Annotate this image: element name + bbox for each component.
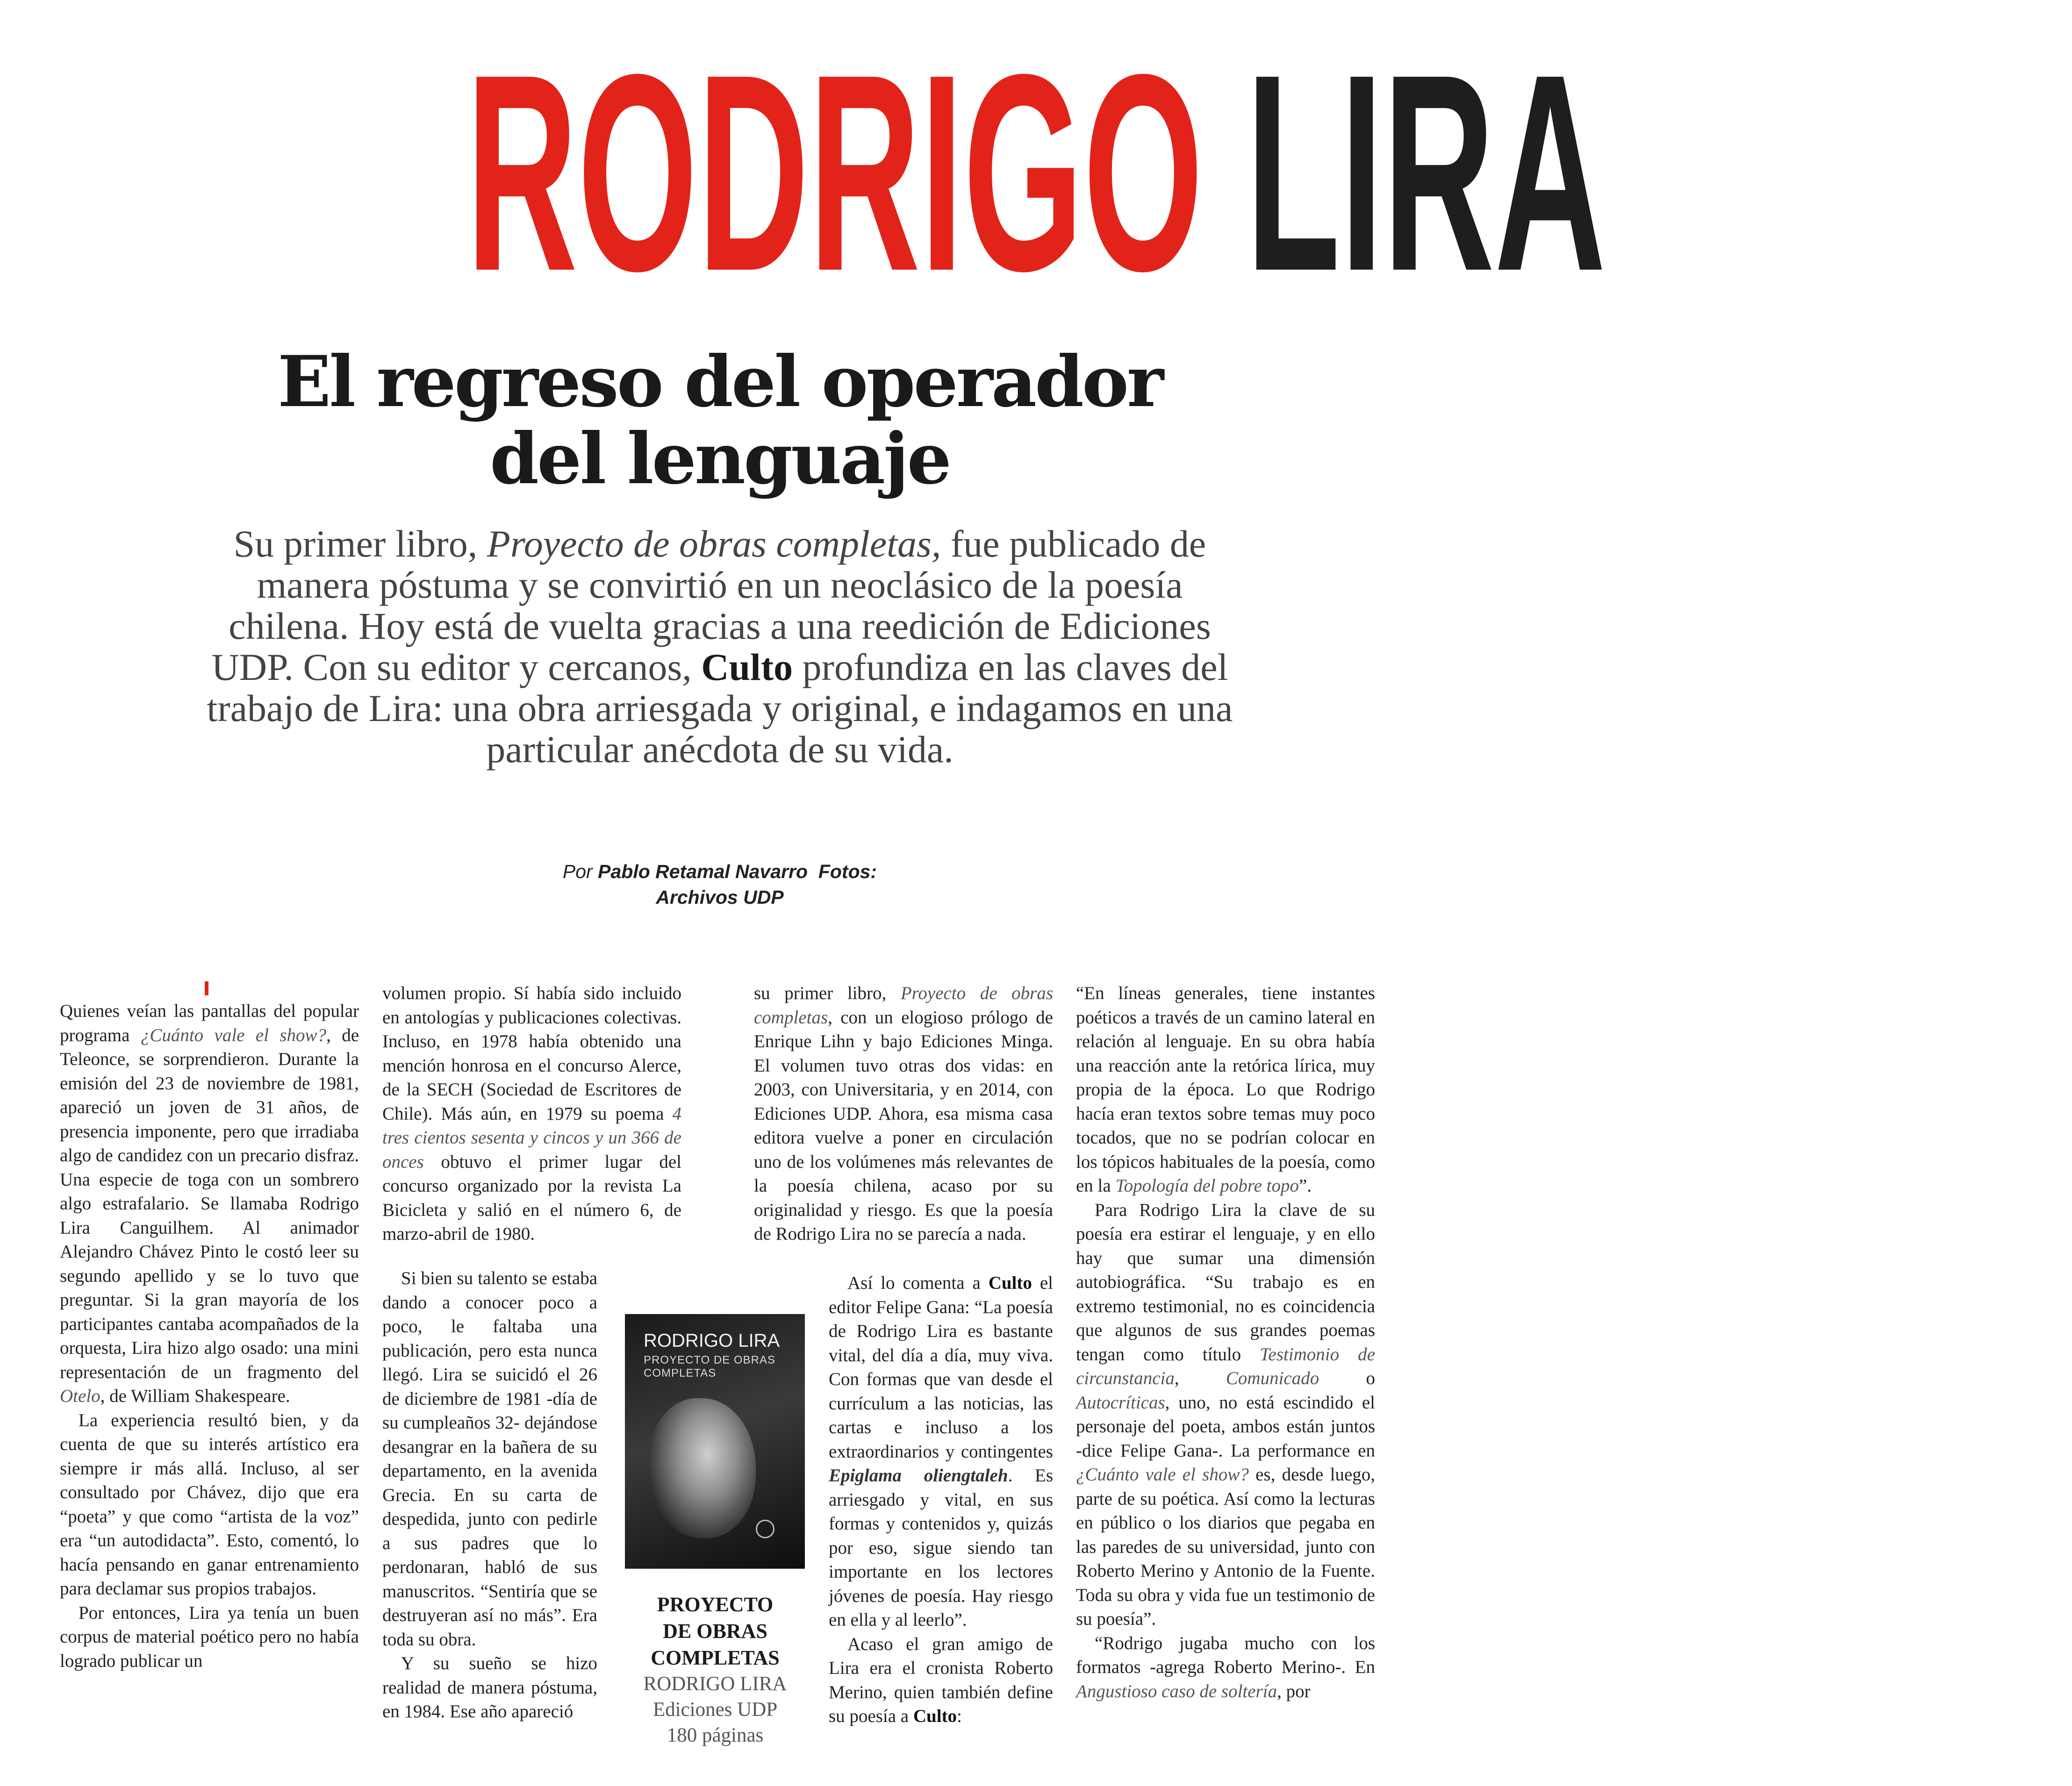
brand-name: Culto xyxy=(913,1706,957,1726)
byline-fotos-credit: Archivos UDP xyxy=(656,886,784,908)
article-column-3 xyxy=(754,981,1053,1243)
byline-fotos-label: Fotos: xyxy=(818,861,877,882)
caption-title-1: PROYECTO xyxy=(657,1593,774,1616)
caption-pages: 180 páginas xyxy=(667,1724,764,1746)
paragraph: La experiencia resultó bien, y da cuenta de que su interés artístico era siempre ir más allá. Incluso, al ser consultado por Chávez, dijo que era “poeta” y que como “artista de la voz” era “un autodidacta”. Esto, comentó, lo hacía pensando en ganar entrenamiento para declamar sus propios trabajos. xyxy=(60,1410,359,1599)
poem-title: Testimonio de circunstancia xyxy=(1076,1344,1375,1388)
article-column-3-continued xyxy=(829,1271,1053,1729)
article-column-2-continued xyxy=(382,1266,597,1724)
headline-line-1: El regreso del operador xyxy=(277,341,1162,423)
poem-title: Autocríticas xyxy=(1076,1392,1165,1413)
masthead-first-name: RODRIGO xyxy=(466,16,1204,329)
caption-title-2: DE OBRAS xyxy=(663,1620,767,1643)
paragraph: Y su sueño se hizo realidad de manera póstuma, en 1984. Ese año apareció xyxy=(382,1653,597,1722)
deck-text: profundiza en las claves del trabajo de Lira: una obra arriesgada y original, e indagamos en una particular anécdota de su vida. xyxy=(207,646,1233,771)
paragraph: volumen propio. Sí había sido incluido en antologías y publicaciones colectivas. Incluso, en 1978 había obtenido una mención honrosa en el concurso Alerce, de la SECH (Sociedad de Escritores de Chile). Más aún, en 1979 su poema 4 tres cientos sesenta y cincos y un 366 de onces obtuvo el primer lugar del concurso organizado por la revista La Bicicleta y salió en el número 6, de marzo-abril de 1980. xyxy=(382,983,681,1244)
caption-publisher: Ediciones UDP xyxy=(652,1699,778,1721)
book-caption xyxy=(603,1591,827,1748)
headline-line-2: del lenguaje xyxy=(490,418,950,500)
book-cover-image xyxy=(625,1314,805,1569)
poem-title: Angustioso caso de soltería xyxy=(1076,1681,1277,1701)
caption-title-3: COMPLETAS xyxy=(651,1646,780,1669)
show-title: ¿Cuánto vale el show? xyxy=(1076,1465,1249,1485)
author-portrait xyxy=(648,1398,756,1538)
paragraph: Quienes veían las pantallas del popular programa ¿Cuánto vale el show?, de Teleonce, se sorprendieron. Durante la emisión del 23 de noviembre de 1981, apareció un joven de 31 años, de presencia imponente, pero que irradiaba algo de candidez con un precario disfraz. Una especie de toga con un sombrero algo estrafalario. Se llamaba Rodrigo Lira Canguilhem. Al animador Alejandro Chávez Pinto le costó leer su segundo apellido y se lo tuvo que preguntar. Si la gran mayoría de los participantes cantaba acompañados de la orquesta, Lira hizo algo osado: una mini representación de un fragmento del Otelo, de William Shakespeare. xyxy=(60,1001,359,1406)
deck-text: fue publicado de manera póstuma y se convirtió en un neoclásico de la poesía chilena. Hoy está de vuelta gracias a una reedición de Ediciones UDP. Con su editor y cercanos, xyxy=(211,522,1211,688)
epiglama-title: Epiglama oliengtaleh xyxy=(829,1465,1008,1486)
byline-por: Por xyxy=(562,861,593,882)
cover-author: RODRIGO LIRA xyxy=(644,1330,780,1351)
article-column-4 xyxy=(1076,981,1375,1703)
caption-author: RODRIGO LIRA xyxy=(643,1673,787,1695)
deck-brand: Culto xyxy=(701,646,793,688)
poem-title: Comunicado xyxy=(1226,1368,1319,1388)
paragraph: Por entonces, Lira ya tenía un buen corpus de material poético pero no había logrado publicar un xyxy=(60,1602,359,1671)
paragraph: “En líneas generales, tiene instantes poéticos a través de un camino lateral en relación al lenguaje. En su obra había una reacción ante la retórica lírica, muy propia de la época. Lo que Rodrigo hacía eran textos sobre temas muy poco tocados, que no se podrían colocar en los tópicos habituales de la poesía, como en la Topología del pobre topo”. xyxy=(1076,983,1375,1196)
cover-title: PROYECTO DE OBRAS COMPLETAS xyxy=(644,1354,775,1379)
byline-author: Pablo Retamal Navarro xyxy=(598,861,808,882)
article-column-1 xyxy=(60,981,359,1673)
masthead-last-name: LIRA xyxy=(1246,16,1606,329)
deck-book-title: Proyecto de obras completas, xyxy=(487,522,941,565)
paragraph: Acaso el gran amigo de Lira era el cronista Roberto Merino, quien también define su poesía a Culto: xyxy=(829,1634,1053,1726)
publisher-logo-icon xyxy=(756,1520,774,1538)
deck-text: Su primer libro, xyxy=(233,522,487,565)
show-title: ¿Cuánto vale el show? xyxy=(140,1025,327,1045)
brand-name: Culto xyxy=(988,1273,1032,1293)
poem-title: 4 tres cientos sesenta y cincos y un 366 de onces xyxy=(382,1103,681,1172)
article-column-2 xyxy=(382,981,681,1252)
paragraph: su primer libro, Proyecto de obras completas, con un elogioso prólogo de Enrique Lihn y bajo Ediciones Minga. El volumen tuvo otras dos vidas: en 2003, con Universitaria, y en 2014, con Ediciones UDP. Ahora, esa misma casa editora vuelve a poner en circulación uno de los volúmenes más relevantes de la poesía chilena, acaso por su originalidad y riesgo. Es que la poesía de Rodrigo Lira no se parecía a nada. xyxy=(754,983,1053,1244)
poem-title: Topología del pobre topo xyxy=(1115,1176,1299,1196)
paragraph: Así lo comenta a Culto el editor Felipe Gana: “La poesía de Rodrigo Lira es bastante vital, del día a día, muy viva. Con formas que van desde el currículum a las noticias, las cartas e incluso a los extraordinarios y contingentes Epiglama oliengtaleh. Es arriesgado y vital, en sus formas y contenidos y, quizás por eso, sigue siendo tan importante en los lectores jóvenes de poesía. Hay riesgo en ella y al leerlo”. xyxy=(829,1273,1053,1630)
paragraph: Si bien su talento se estaba dando a conocer poco a poco, le faltaba una publicación, pero esta nunca llegó. Lira se suicidó el 26 de diciembre de 1981 -día de su cumpleaños 32- dejándose desangrar en la bañera de su departamento, en la avenida Grecia. En su carta de despedida, junto con pedirle a sus padres que lo perdonaran, habló de sus manuscritos. “Sentiría que se destruyeran así no más”. Era toda su obra. xyxy=(382,1268,597,1650)
paragraph: Para Rodrigo Lira la clave de su poesía era estirar el lenguaje, y en ello hay que sumar una dimensión autobiográfica. “Su trabajo es en extremo testimonial, no es coincidencia que algunos de sus grandes poemas tengan como título Testimonio de circunstancia, Comunicado o Autocríticas, uno, no está escindido el personaje del poeta, ambos están juntos -dice Felipe Gana-. La performance en ¿Cuánto vale el show? es, desde luego, parte de su poética. Así como la lecturas en público o los diarios que pegaba en las paredes de su universidad, junto con Roberto Merino y Antonio de la Fuente. Toda su obra y vida fue un testimonio de su poesía”. xyxy=(1076,1200,1376,1629)
byline xyxy=(486,859,954,910)
otelo-title: Otelo xyxy=(60,1386,100,1406)
masthead-title xyxy=(0,16,1606,329)
section-marker xyxy=(205,981,208,995)
paragraph: “Rodrigo jugaba mucho con los formatos -agrega Roberto Merino-. En Angustioso caso de soltería, por xyxy=(1076,1633,1375,1701)
article-deck xyxy=(206,523,1234,770)
book-title: Proyecto de obras completas xyxy=(754,983,1053,1028)
